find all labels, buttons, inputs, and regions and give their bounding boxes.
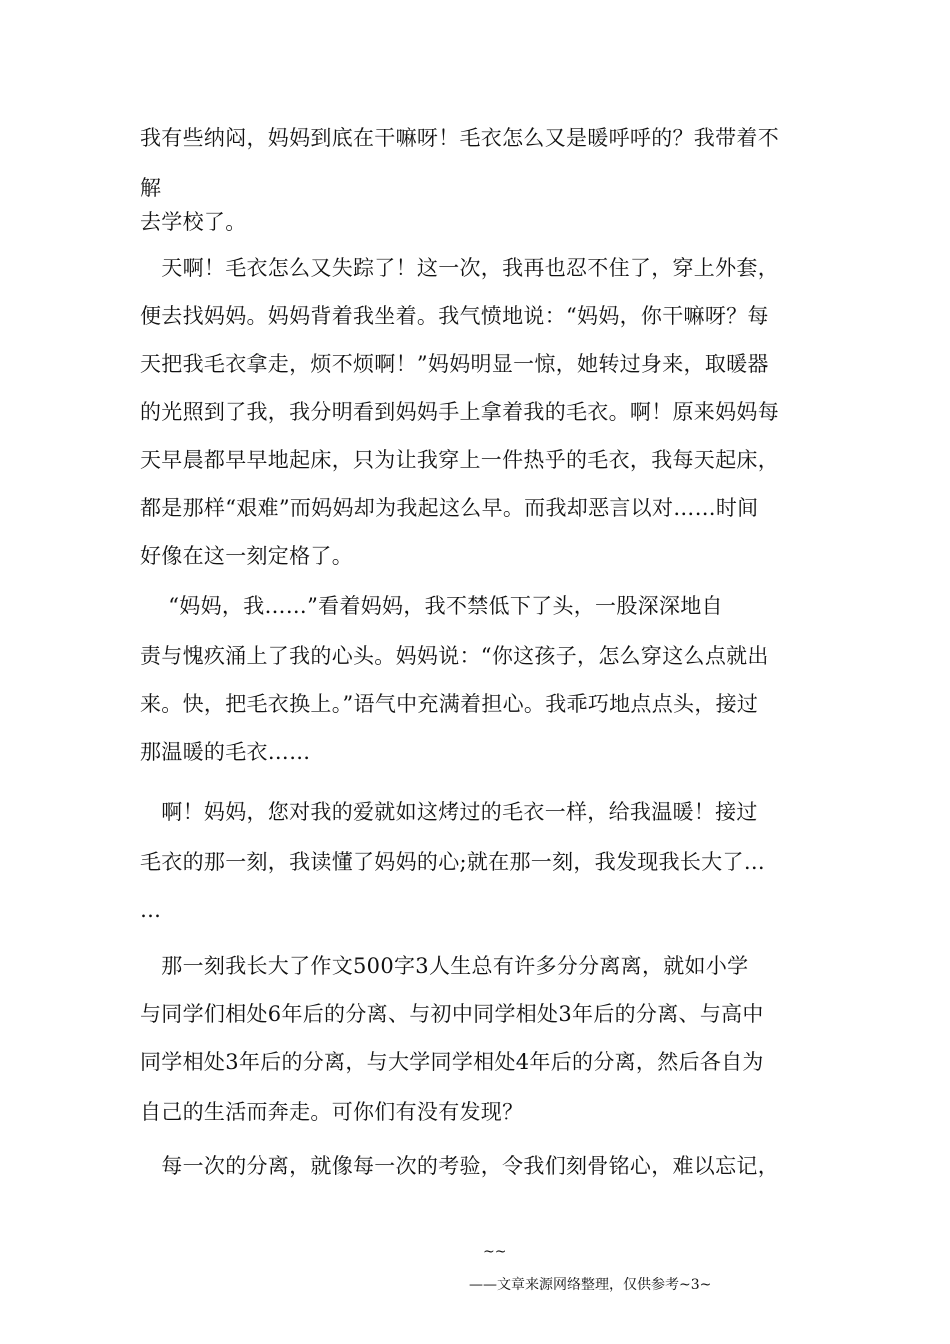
text-line-18: 那一刻我长大了作文500字3人生总有许多分分离离，就如小学 — [140, 954, 749, 978]
text-line-7: 的光照到了我，我分明看到妈妈手上拿着我的毛衣。啊！原来妈妈每 — [140, 400, 779, 424]
text-line-9: 都是那样“艰难”而妈妈却为我起这么早。而我却恶言以对……时间 — [140, 496, 759, 520]
text-line-21: 自己的生活而奔走。可你们有没有发现？ — [140, 1100, 524, 1124]
text-line-8: 天早晨都早早地起床，只为让我穿上一件热乎的毛衣，我每天起床， — [140, 448, 779, 472]
text-line-10: 好像在这一刻定格了。 — [140, 544, 353, 568]
text-line-6: 天把我毛衣拿走，烦不烦啊！”妈妈明显一惊，她转过身来，取暖器 — [140, 352, 769, 376]
text-line-16: 毛衣的那一刻，我读懂了妈妈的心;就在那一刻，我发现我长大了… — [140, 850, 766, 874]
text-line-3: 去学校了。 — [140, 210, 247, 234]
text-line-20: 同学相处3年后的分离，与大学同学相处4年后的分离，然后各自为 — [140, 1050, 764, 1074]
footer-mark: ~~ — [483, 1244, 507, 1260]
text-line-1: 我有些纳闷，妈妈到底在干嘛呀！毛衣怎么又是暖呼呼的？我带着不 — [140, 126, 779, 150]
text-line-19: 与同学们相处6年后的分离、与初中同学相处3年后的分离、与高中 — [140, 1002, 764, 1026]
footer-source: ——文章来源网络整理，仅供参考~3~ — [469, 1277, 712, 1293]
text-line-5: 便去找妈妈。妈妈背着我坐着。我气愤地说：“妈妈，你干嘛呀？每 — [140, 304, 769, 328]
text-line-17: … — [140, 898, 162, 922]
text-line-4: 天啊！毛衣怎么又失踪了！这一次，我再也忍不住了，穿上外套， — [140, 256, 779, 280]
text-line-11: “妈妈，我……”看着妈妈，我不禁低下了头，一股深深地自 — [140, 594, 723, 618]
text-line-13: 来。快，把毛衣换上。”语气中充满着担心。我乖巧地点点头，接过 — [140, 692, 759, 716]
text-line-15: 啊！妈妈，您对我的爱就如这烤过的毛衣一样，给我温暖！接过 — [140, 800, 758, 824]
text-line-12: 责与愧疚涌上了我的心头。妈妈说：“你这孩子，怎么穿这么点就出 — [140, 644, 769, 668]
text-line-14: 那温暖的毛衣…… — [140, 740, 311, 764]
text-line-22: 每一次的分离，就像每一次的考验，令我们刻骨铭心，难以忘记， — [140, 1154, 779, 1178]
text-line-2: 解 — [140, 176, 162, 200]
